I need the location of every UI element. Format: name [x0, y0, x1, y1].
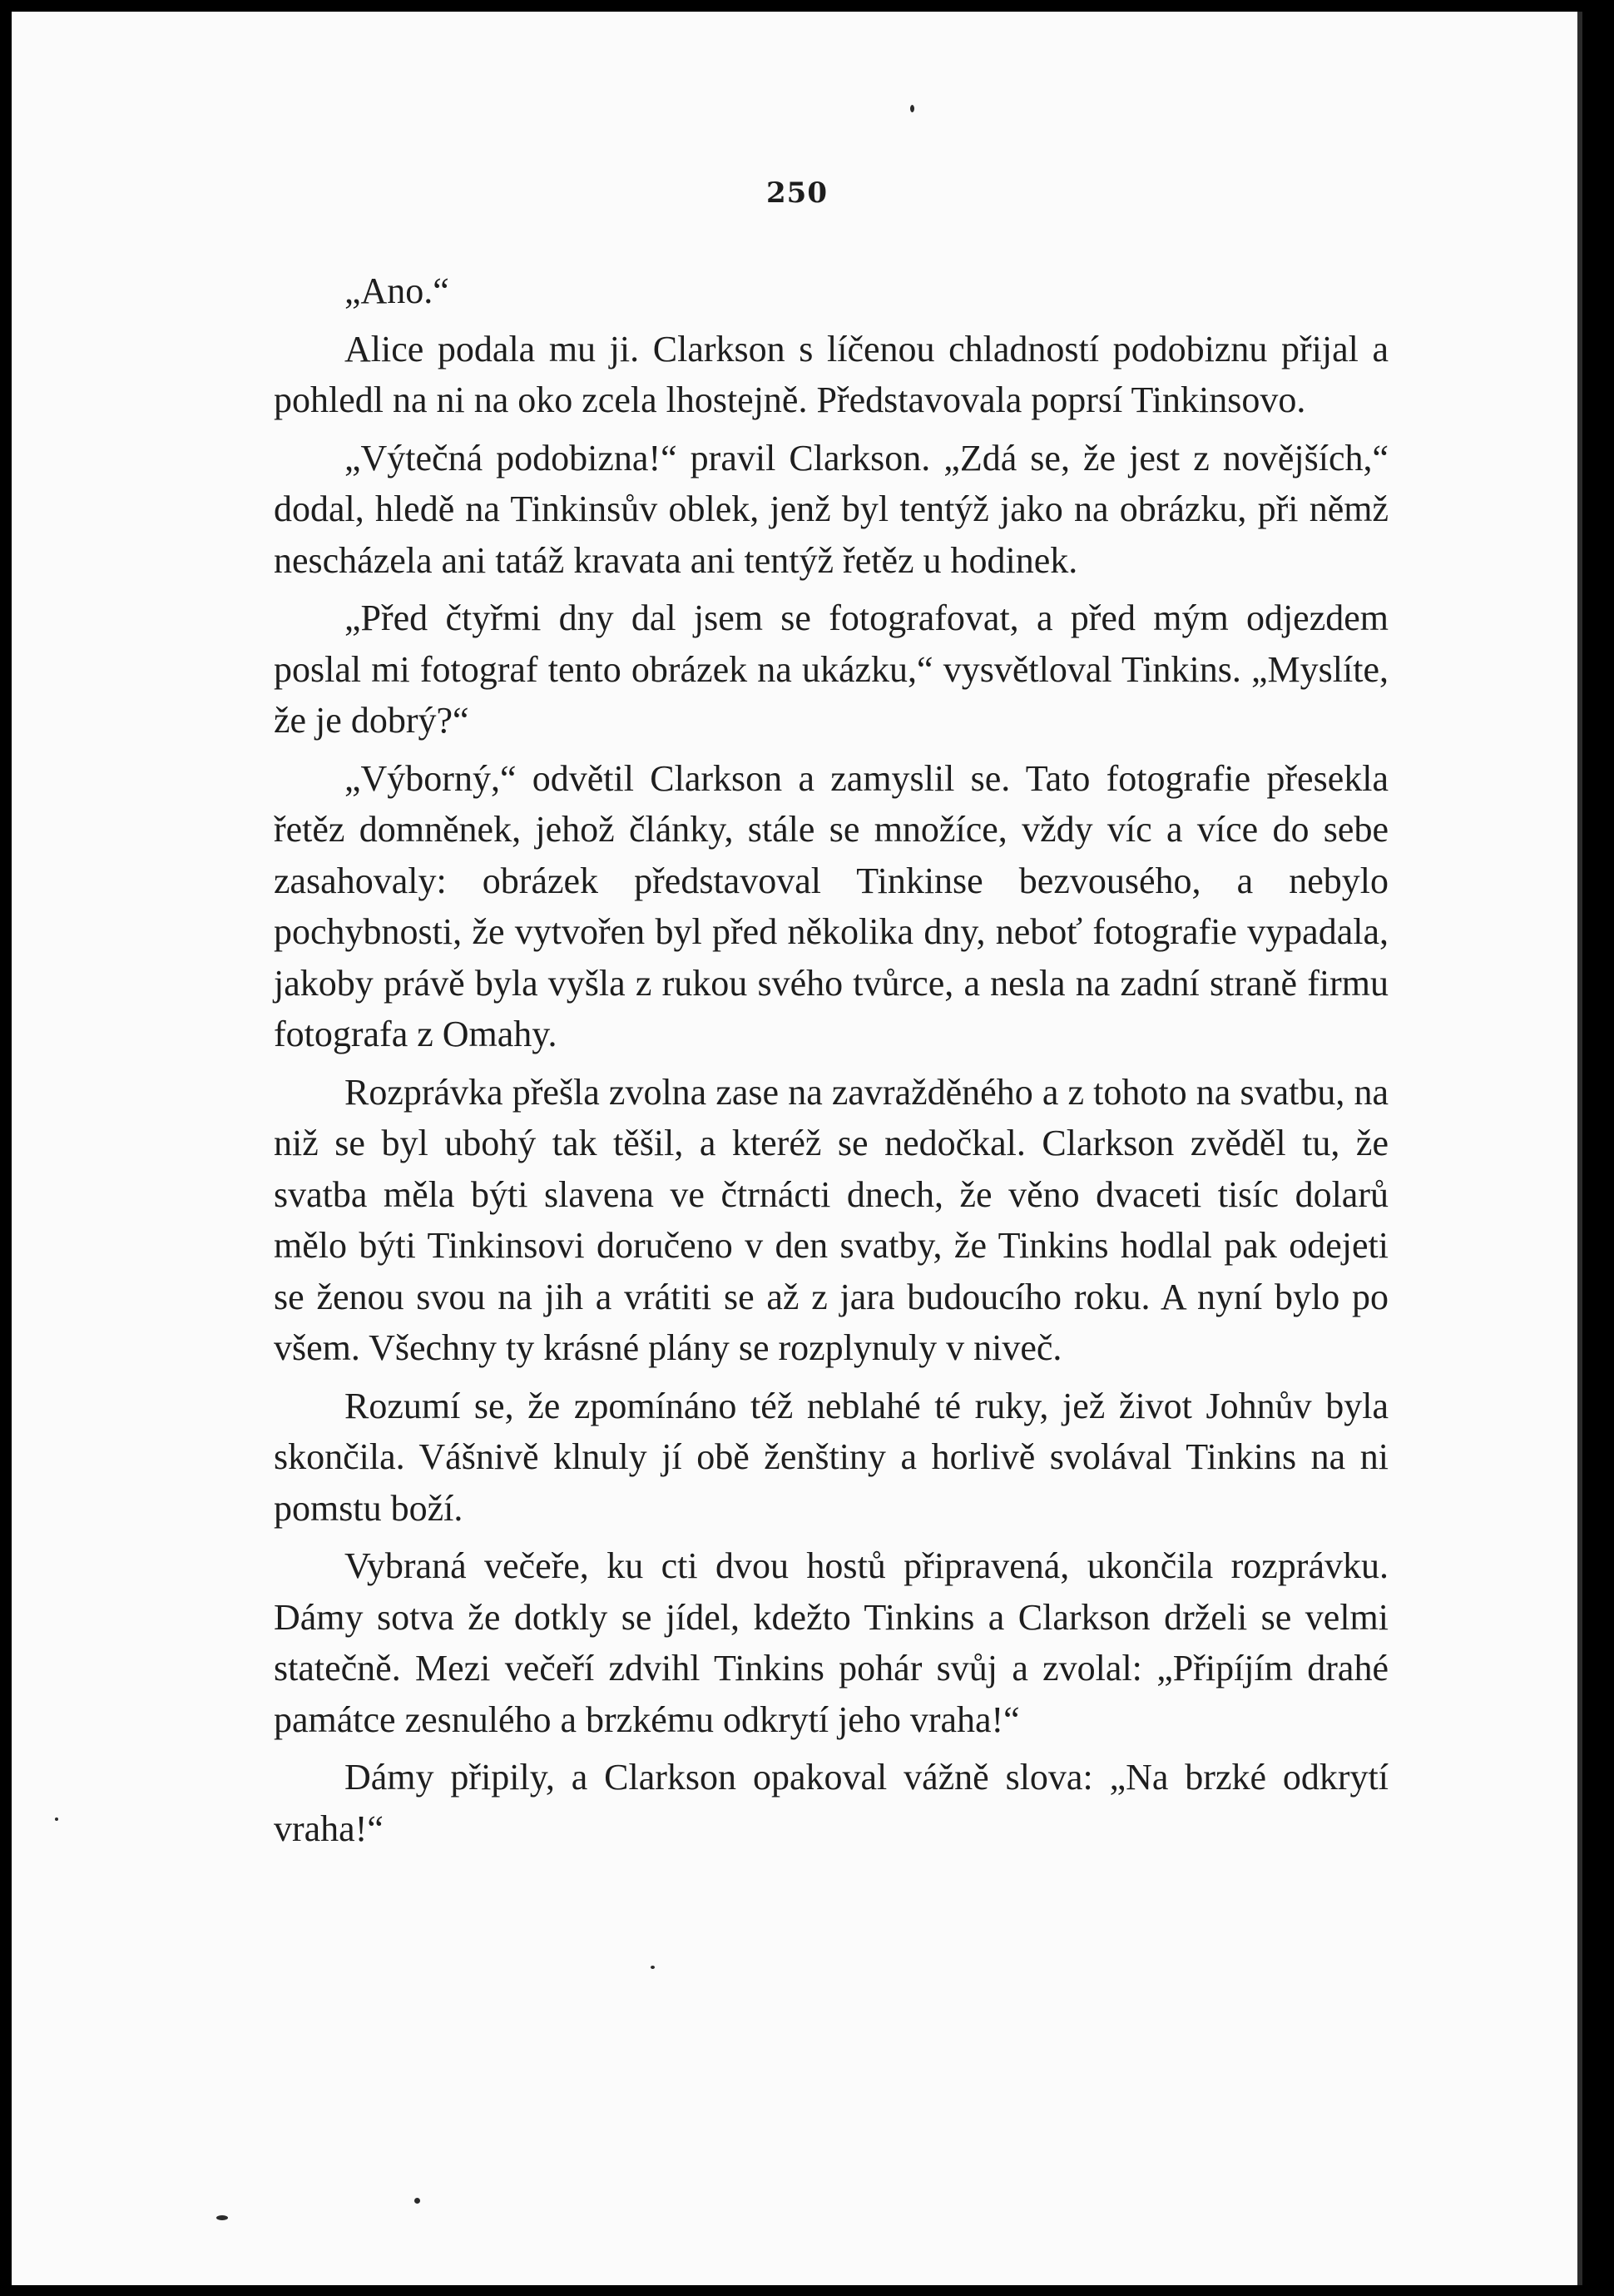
- page-number: 250: [766, 176, 828, 210]
- book-page: [12, 12, 1582, 2285]
- paragraph: Rozprávka přešla zvolna zase na zavražděného a z tohoto na svatbu, na niž se byl ubohý tak těšil, a kteréž se nedočkal. Clarkson zvěděl tu, že svatba měla býti slavena ve čtrnácti dnech, že věno dvaceti tisíc dolarů mělo býti Tinkinsovi doručeno v den svatby, že Tinkins hodlal pak odejeti se ženou svou na jih a vrátiti se až z jara budoucího roku. A nyní bylo po všem. Všechny ty krásné plány se rozplynuly v niveč.: [274, 1071, 1389, 1368]
- paragraph: Vybraná večeře, ku cti dvou hostů připravená, ukončila rozprávku. Dámy sotva že dotkly se jídel, kdežto Tinkins a Clarkson drželi se velmi statečně. Mezi večeří zdvihl Tinkins pohár svůj a zvolal: „Připíjím drahé památce zesnulého a brzkému odkrytí jeho vraha!“: [274, 1545, 1389, 1740]
- print-speck: [216, 2215, 228, 2220]
- paragraph: „Před čtyřmi dny dal jsem se fotografovat, a před mým odjezdem poslal mi fotograf tento obrázek na ukázku,“ vysvětloval Tinkins. „Myslíte, že je dobrý?“: [274, 598, 1389, 741]
- print-speck: [414, 2198, 420, 2204]
- paragraph: Alice podala mu ji. Clarkson s líčenou chladností podobiznu přijal a pohledl na ni na oko zcela lhostejně. Představovala poprsí Tinkinsovo.: [274, 328, 1389, 420]
- print-speck: [910, 105, 914, 112]
- body-text: [274, 265, 1389, 1861]
- paragraph: Rozumí se, že zpomínáno též neblahé té ruky, jež život Johnův byla skončila. Vášnivě klnuly jí obě ženštiny a horlivě svolával Tinkins na ni pomstu boží.: [274, 1385, 1389, 1529]
- paragraph: „Výtečná podobizna!“ pravil Clarkson. „Zdá se, že jest z novějších,“ dodal, hledě na Tinkinsův oblek, jenž byl tentýž jako na obrázku, při němž nescházela ani tatáž kravata ani tentýž řetěz u hodinek.: [274, 437, 1389, 581]
- paragraph: „Výborný,“ odvětil Clarkson a zamyslil se. Tato fotografie přesekla řetěz domněnek, jehož články, stále se množíce, vždy víc a více do sebe zasahovaly: obrázek představoval Tinkinse bezvousého, a nebylo pochybnosti, že vytvořen byl před několika dny, neboť fotografie vypadala, jakoby právě byla vyšla z rukou svého tvůrce, a nesla na zadní straně firmu fotografa z Omahy.: [274, 757, 1389, 1054]
- print-speck: [55, 1817, 58, 1821]
- print-speck: [651, 1966, 655, 1969]
- paragraph: „Ano.“: [344, 270, 449, 311]
- paragraph: Dámy připily, a Clarkson opakoval vážně slova: „Na brzké odkrytí vraha!“: [274, 1757, 1389, 1849]
